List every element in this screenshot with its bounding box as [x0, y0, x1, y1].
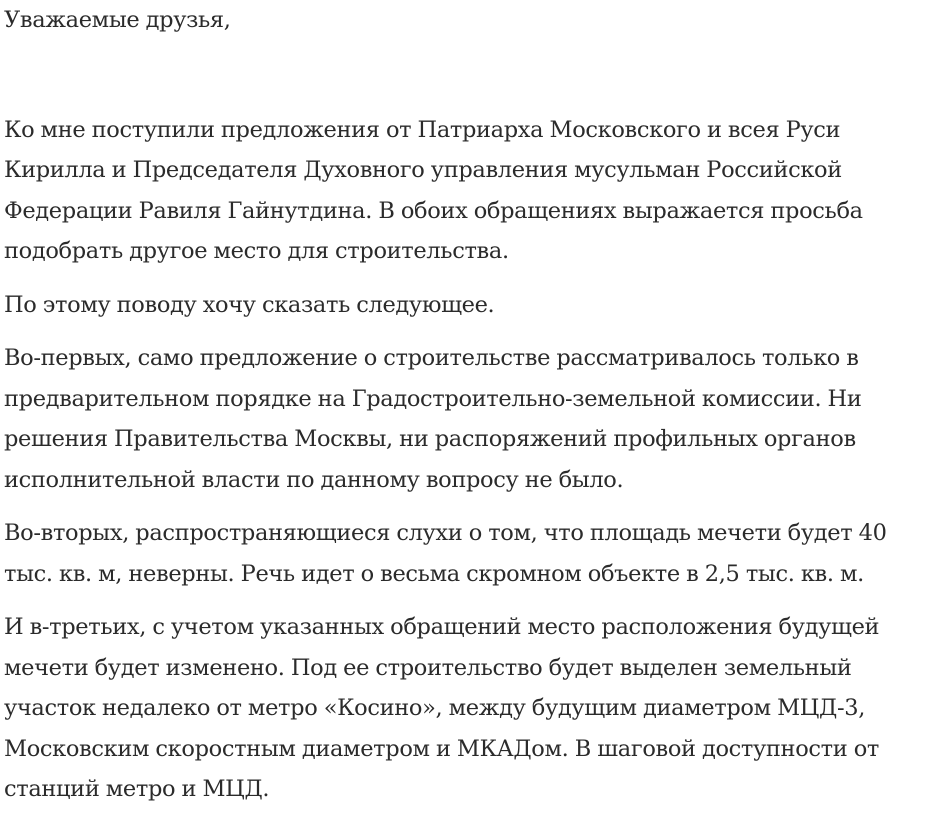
text-line: Федерации Равиля Гайнутдина. В обоих обращениях выражается просьба [4, 197, 863, 224]
text-line: И в-третьих, с учетом указанных обращений место расположения будущей [4, 614, 880, 640]
text-line: тыс. кв. м, неверны. Речь идет о весьма скромном объекте в 2,5 тыс. кв. м. [4, 560, 864, 587]
text-line: решения Правительства Москвы, ни распоряжений профильных органов [4, 426, 856, 452]
paragraph-third-point [4, 607, 938, 810]
text-line: Кирилла и Председателя Духовного управления мусульман Российской [4, 157, 842, 183]
text-line: исполнительной власти по данному вопросу не было. [4, 466, 624, 493]
text-line: Ко мне поступили предложения от Патриарха Московского и всея Руси [4, 116, 841, 143]
greeting-line: Уважаемые друзья, [4, 7, 231, 33]
text-line: По этому поводу хочу сказать следующее. [4, 291, 495, 318]
text-line: предварительном порядке на Градостроительно-земельной комиссии. Ни [4, 385, 862, 412]
paragraph-first-point [4, 338, 938, 500]
paragraph-intro [4, 285, 938, 326]
text-line: Во-первых, само предложение о строительстве рассматривалось только в [4, 345, 859, 371]
paragraph-second-point [4, 513, 938, 594]
text-line: участок недалеко от метро «Косино», между будущим диаметром МЦД-3, [4, 695, 865, 721]
text-line: Во-вторых, распространяющиеся слухи о том, что площадь мечети будет 40 [4, 520, 887, 546]
text-line: подобрать другое место для строительства. [4, 238, 509, 264]
text-line: мечети будет изменено. Под ее строительство будет выделен земельный [4, 654, 852, 681]
text-line: Московским скоростным диаметром и МКАДом. В шаговой доступности от [4, 735, 879, 762]
text-line: станций метро и МЦД. [4, 776, 270, 802]
document-body [4, 0, 938, 823]
paragraph-proposals [4, 110, 938, 272]
